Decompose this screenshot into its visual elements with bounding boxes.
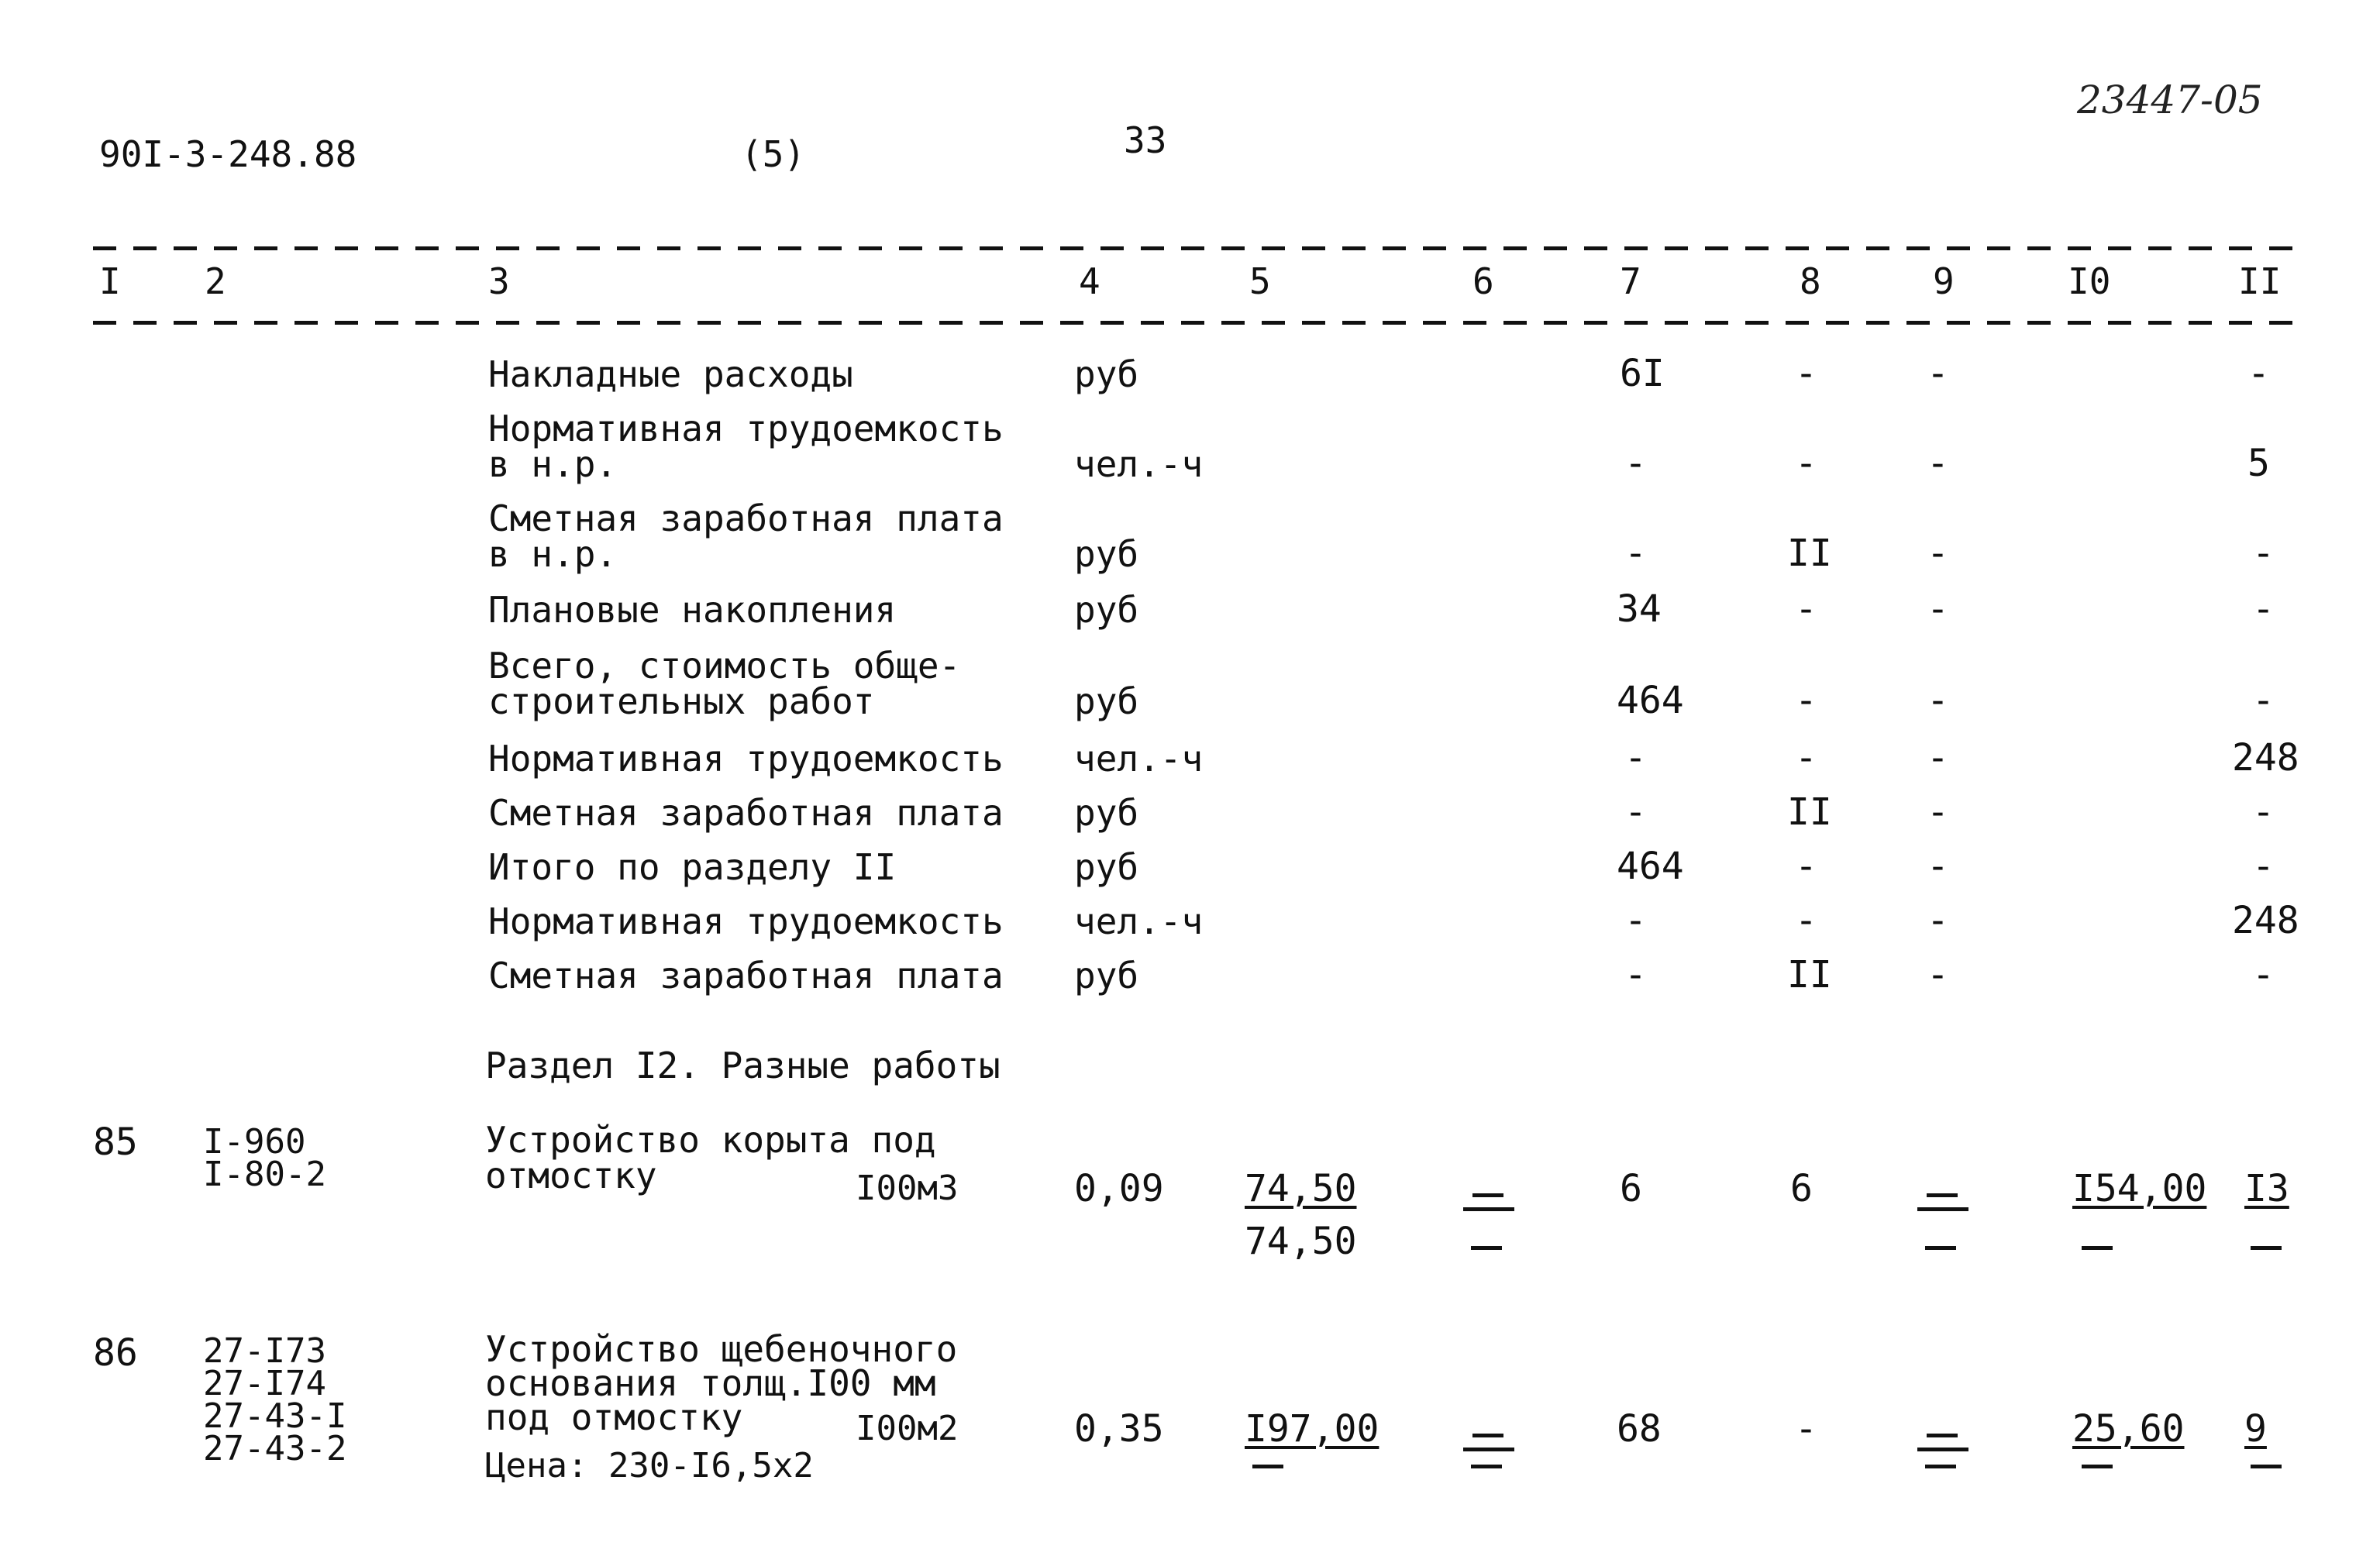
col-header: 3 bbox=[488, 260, 510, 302]
row-unit: руб bbox=[1074, 846, 1139, 888]
section-title: Раздел I2. Разные работы bbox=[485, 1045, 1001, 1086]
row-label-cont: в н.р. bbox=[488, 533, 618, 575]
row-unit: чел.-ч bbox=[1074, 738, 1204, 780]
col7-value: - bbox=[1624, 736, 1647, 780]
col7-value: - bbox=[1624, 790, 1647, 834]
col5-top-value: I97,00 bbox=[1245, 1407, 1379, 1451]
col10-value: 25,60 bbox=[2072, 1407, 2185, 1451]
col-header: 7 bbox=[1620, 260, 1641, 302]
row-unit: руб bbox=[1074, 589, 1139, 631]
col11-value: - bbox=[2247, 352, 2270, 395]
col7-value: - bbox=[1624, 953, 1647, 997]
item-description: основания толщ.I00 мм bbox=[485, 1362, 936, 1404]
col9-dash bbox=[1925, 1465, 1956, 1468]
col8-value: - bbox=[1795, 442, 1817, 485]
col-header: I bbox=[99, 260, 121, 302]
item-quantity: 0,09 bbox=[1074, 1167, 1164, 1210]
header-top-rule bbox=[93, 246, 2294, 250]
doc-code: 90I-3-248.88 bbox=[99, 133, 357, 175]
item-price-note: Цена: 230-I6,5х2 bbox=[485, 1446, 814, 1485]
col9-value: - bbox=[1927, 845, 1949, 888]
row-label: Накладные расходы bbox=[488, 353, 853, 395]
row-unit: руб bbox=[1074, 533, 1139, 575]
col9-dash bbox=[1925, 1246, 1956, 1250]
item-code: 27-I74 bbox=[203, 1364, 326, 1403]
col10-value: I54,00 bbox=[2072, 1167, 2207, 1210]
col8-value: II bbox=[1787, 532, 1832, 575]
col9-value: - bbox=[1927, 736, 1949, 780]
col11-value: 5 bbox=[2247, 442, 2270, 485]
col8-value: - bbox=[1795, 899, 1817, 942]
page-number: 33 bbox=[1124, 119, 1167, 161]
item-code: 27-43-I bbox=[203, 1396, 347, 1436]
col9-value: - bbox=[1927, 679, 1949, 722]
col-header: II bbox=[2238, 260, 2282, 302]
row-label: Сметная заработная плата bbox=[488, 497, 1004, 539]
row-unit: руб bbox=[1074, 680, 1139, 722]
header-bottom-rule bbox=[93, 321, 2294, 325]
col11-value: 248 bbox=[2232, 899, 2299, 942]
col6-dash bbox=[1471, 1246, 1502, 1250]
item-quantity: 0,35 bbox=[1074, 1407, 1164, 1451]
col11-value: - bbox=[2252, 679, 2275, 722]
row-label: Нормативная трудоемкость bbox=[488, 900, 1004, 942]
col10-dash bbox=[2082, 1246, 2113, 1250]
col7-value: 6 bbox=[1620, 1167, 1642, 1210]
col6-double-dash bbox=[1463, 1193, 1514, 1212]
col11-value: I3 bbox=[2244, 1167, 2289, 1210]
col7-value: 464 bbox=[1617, 679, 1684, 722]
item-code: 27-43-2 bbox=[203, 1429, 347, 1468]
col9-value: - bbox=[1927, 790, 1949, 834]
col7-value: 34 bbox=[1617, 587, 1662, 631]
col6-dash bbox=[1471, 1465, 1502, 1468]
row-unit: чел.-ч bbox=[1074, 900, 1204, 942]
item-number: 85 bbox=[93, 1121, 138, 1164]
col11-dash bbox=[2251, 1465, 2282, 1468]
col9-value: - bbox=[1927, 899, 1949, 942]
col-header: 5 bbox=[1249, 260, 1271, 302]
col7-value: 68 bbox=[1617, 1407, 1662, 1451]
col6-double-dash bbox=[1463, 1434, 1514, 1452]
col11-value: - bbox=[2252, 953, 2275, 997]
col11-dash bbox=[2251, 1246, 2282, 1250]
col9-double-dash bbox=[1917, 1434, 1968, 1452]
col9-value: - bbox=[1927, 953, 1949, 997]
row-unit: руб bbox=[1074, 353, 1139, 395]
row-unit: руб bbox=[1074, 792, 1139, 834]
col-header: 4 bbox=[1079, 260, 1100, 302]
item-code: 27-I73 bbox=[203, 1331, 326, 1371]
row-label: Нормативная трудоемкость bbox=[488, 408, 1004, 449]
archive-stamp: 23447-05 bbox=[2077, 77, 2263, 122]
col9-value: - bbox=[1927, 352, 1949, 395]
col8-value: - bbox=[1795, 679, 1817, 722]
col7-value: - bbox=[1624, 899, 1647, 942]
row-label-cont: в н.р. bbox=[488, 443, 618, 485]
col7-value: 6I bbox=[1620, 352, 1665, 395]
row-label: Сметная заработная плата bbox=[488, 792, 1004, 834]
col-header: 8 bbox=[1800, 260, 1821, 302]
col-header: 9 bbox=[1933, 260, 1955, 302]
col11-value: - bbox=[2252, 587, 2275, 631]
row-unit: руб bbox=[1074, 955, 1139, 997]
item-description: под отмостку bbox=[485, 1396, 743, 1438]
item-code: I-960 bbox=[203, 1122, 306, 1162]
col8-value: - bbox=[1795, 352, 1817, 395]
col9-value: - bbox=[1927, 532, 1949, 575]
row-label: Плановые накопления bbox=[488, 589, 897, 631]
col9-double-dash bbox=[1917, 1193, 1968, 1212]
item-unit: I00м3 bbox=[856, 1169, 959, 1208]
col8-value: - bbox=[1795, 736, 1817, 780]
col5-dash bbox=[1252, 1465, 1283, 1468]
col11-value: 248 bbox=[2232, 736, 2299, 780]
col11-value: - bbox=[2252, 845, 2275, 888]
col7-value: - bbox=[1624, 442, 1647, 485]
item-number: 86 bbox=[93, 1331, 138, 1375]
col7-value: - bbox=[1624, 532, 1647, 575]
col11-value: - bbox=[2252, 532, 2275, 575]
col11-value: - bbox=[2252, 790, 2275, 834]
col11-value: 9 bbox=[2244, 1407, 2267, 1451]
item-description: Устройство щебеночного bbox=[485, 1328, 958, 1370]
row-label-cont: строительных работ bbox=[488, 680, 875, 722]
item-description: Устройство корыта под bbox=[485, 1119, 936, 1161]
col8-value: - bbox=[1795, 587, 1817, 631]
col8-value: 6 bbox=[1790, 1167, 1813, 1210]
col10-dash bbox=[2082, 1465, 2113, 1468]
col-header: 6 bbox=[1472, 260, 1494, 302]
item-unit: I00м2 bbox=[856, 1409, 959, 1448]
row-label: Сметная заработная плата bbox=[488, 955, 1004, 997]
row-label: Всего, стоимость обще- bbox=[488, 645, 961, 687]
col7-value: 464 bbox=[1617, 845, 1684, 888]
col9-value: - bbox=[1927, 587, 1949, 631]
section-number: (5) bbox=[741, 133, 806, 175]
col8-value: II bbox=[1787, 790, 1832, 834]
col-header: 2 bbox=[205, 260, 226, 302]
col9-value: - bbox=[1927, 442, 1949, 485]
row-unit: чел.-ч bbox=[1074, 443, 1204, 485]
col8-value: II bbox=[1787, 953, 1832, 997]
row-label: Нормативная трудоемкость bbox=[488, 738, 1004, 780]
col5-bottom-value: 74,50 bbox=[1245, 1220, 1357, 1263]
col8-value: - bbox=[1795, 845, 1817, 888]
row-label: Итого по разделу II bbox=[488, 846, 897, 888]
col8-value: - bbox=[1795, 1407, 1817, 1451]
item-code: I-80-2 bbox=[203, 1155, 326, 1194]
col5-top-value: 74,50 bbox=[1245, 1167, 1357, 1210]
col-header: I0 bbox=[2068, 260, 2111, 302]
item-description: отмостку bbox=[485, 1155, 657, 1196]
